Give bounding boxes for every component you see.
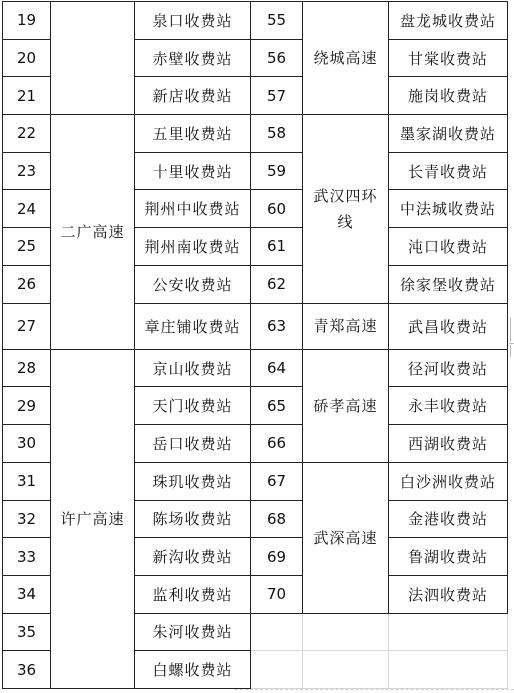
- row-number: 19: [3, 2, 51, 40]
- row-number: 27: [3, 303, 51, 349]
- row-number: 35: [3, 613, 51, 651]
- empty-cell: [251, 651, 303, 689]
- row-number: 28: [3, 349, 51, 387]
- toll-station-name: 荆州中收费站: [135, 190, 251, 228]
- table-row: [3, 349, 508, 387]
- highway-name: 武深高速: [303, 462, 389, 613]
- row-number: 62: [251, 265, 303, 303]
- toll-station-name: 永丰收费站: [389, 387, 508, 425]
- row-number: 36: [3, 651, 51, 689]
- row-number: 34: [3, 575, 51, 613]
- toll-station-name: 陈场收费站: [135, 500, 251, 538]
- highway-name: 二广高速: [51, 115, 135, 350]
- toll-station-name: 长青收费站: [389, 152, 508, 190]
- row-number: 59: [251, 152, 303, 190]
- row-number: 60: [251, 190, 303, 228]
- row-number: 70: [251, 575, 303, 613]
- row-number: 56: [251, 39, 303, 77]
- row-number: 68: [251, 500, 303, 538]
- toll-station-name: 监利收费站: [135, 575, 251, 613]
- toll-station-table: [2, 1, 508, 689]
- toll-station-name: 新沟收费站: [135, 538, 251, 576]
- highway-name: 武汉四环线: [303, 115, 389, 303]
- row-number: 58: [251, 115, 303, 153]
- toll-station-name: 盘龙城收费站: [389, 2, 508, 40]
- margin-mark: [510, 345, 511, 357]
- row-number: 32: [3, 500, 51, 538]
- empty-cell: [389, 613, 508, 651]
- toll-station-name: 泉口收费站: [135, 2, 251, 40]
- highway-name: 硚孝高速: [303, 349, 389, 462]
- row-number: 69: [251, 538, 303, 576]
- row-number: 64: [251, 349, 303, 387]
- toll-station-name: 珠玑收费站: [135, 462, 251, 500]
- toll-station-name: 岳口收费站: [135, 425, 251, 463]
- page-edge: [235, 689, 514, 690]
- margin-mark: [509, 343, 514, 344]
- row-number: 63: [251, 303, 303, 349]
- toll-station-name: 中法城收费站: [389, 190, 508, 228]
- toll-station-name: 荆州南收费站: [135, 228, 251, 266]
- toll-station-name: 赤壁收费站: [135, 39, 251, 77]
- row-number: 22: [3, 115, 51, 153]
- toll-station-name: 墨家湖收费站: [389, 115, 508, 153]
- toll-station-name: 甘棠收费站: [389, 39, 508, 77]
- highway-name: 绕城高速: [303, 2, 389, 115]
- row-number: 67: [251, 462, 303, 500]
- toll-station-name: 十里收费站: [135, 152, 251, 190]
- row-number: 20: [3, 39, 51, 77]
- toll-station-name: 京山收费站: [135, 349, 251, 387]
- toll-station-name: 金港收费站: [389, 500, 508, 538]
- margin-mark: [510, 318, 511, 342]
- row-number: 29: [3, 387, 51, 425]
- toll-station-name: 西湖收费站: [389, 425, 508, 463]
- toll-station-name: 武昌收费站: [389, 303, 508, 349]
- row-number: 33: [3, 538, 51, 576]
- toll-station-name: 朱河收费站: [135, 613, 251, 651]
- row-number: 55: [251, 2, 303, 40]
- highway-name: [51, 2, 135, 115]
- row-number: 30: [3, 425, 51, 463]
- toll-station-name: 章庄铺收费站: [135, 303, 251, 349]
- toll-station-name: 法泗收费站: [389, 575, 508, 613]
- empty-cell: [389, 651, 508, 689]
- row-number: 65: [251, 387, 303, 425]
- empty-cell: [303, 613, 389, 651]
- toll-station-name: 白螺收费站: [135, 651, 251, 689]
- row-number: 24: [3, 190, 51, 228]
- empty-cell: [303, 651, 389, 689]
- row-number: 31: [3, 462, 51, 500]
- toll-station-name: 径河收费站: [389, 349, 508, 387]
- row-number: 25: [3, 228, 51, 266]
- table-row: [3, 2, 508, 40]
- empty-cell: [251, 613, 303, 651]
- table-row: [3, 115, 508, 153]
- row-number: 26: [3, 265, 51, 303]
- toll-station-name: 白沙洲收费站: [389, 462, 508, 500]
- row-number: 23: [3, 152, 51, 190]
- toll-station-name: 天门收费站: [135, 387, 251, 425]
- toll-station-name: 公安收费站: [135, 265, 251, 303]
- toll-station-name: 徐家堡收费站: [389, 265, 508, 303]
- highway-name: 许广高速: [51, 349, 135, 688]
- row-number: 21: [3, 77, 51, 115]
- toll-station-name: 鲁湖收费站: [389, 538, 508, 576]
- row-number: 61: [251, 228, 303, 266]
- toll-station-name: 新店收费站: [135, 77, 251, 115]
- highway-name: 青郑高速: [303, 303, 389, 349]
- toll-station-name: 施岗收费站: [389, 77, 508, 115]
- row-number: 66: [251, 425, 303, 463]
- toll-station-name: 五里收费站: [135, 115, 251, 153]
- toll-station-name: 沌口收费站: [389, 228, 508, 266]
- row-number: 57: [251, 77, 303, 115]
